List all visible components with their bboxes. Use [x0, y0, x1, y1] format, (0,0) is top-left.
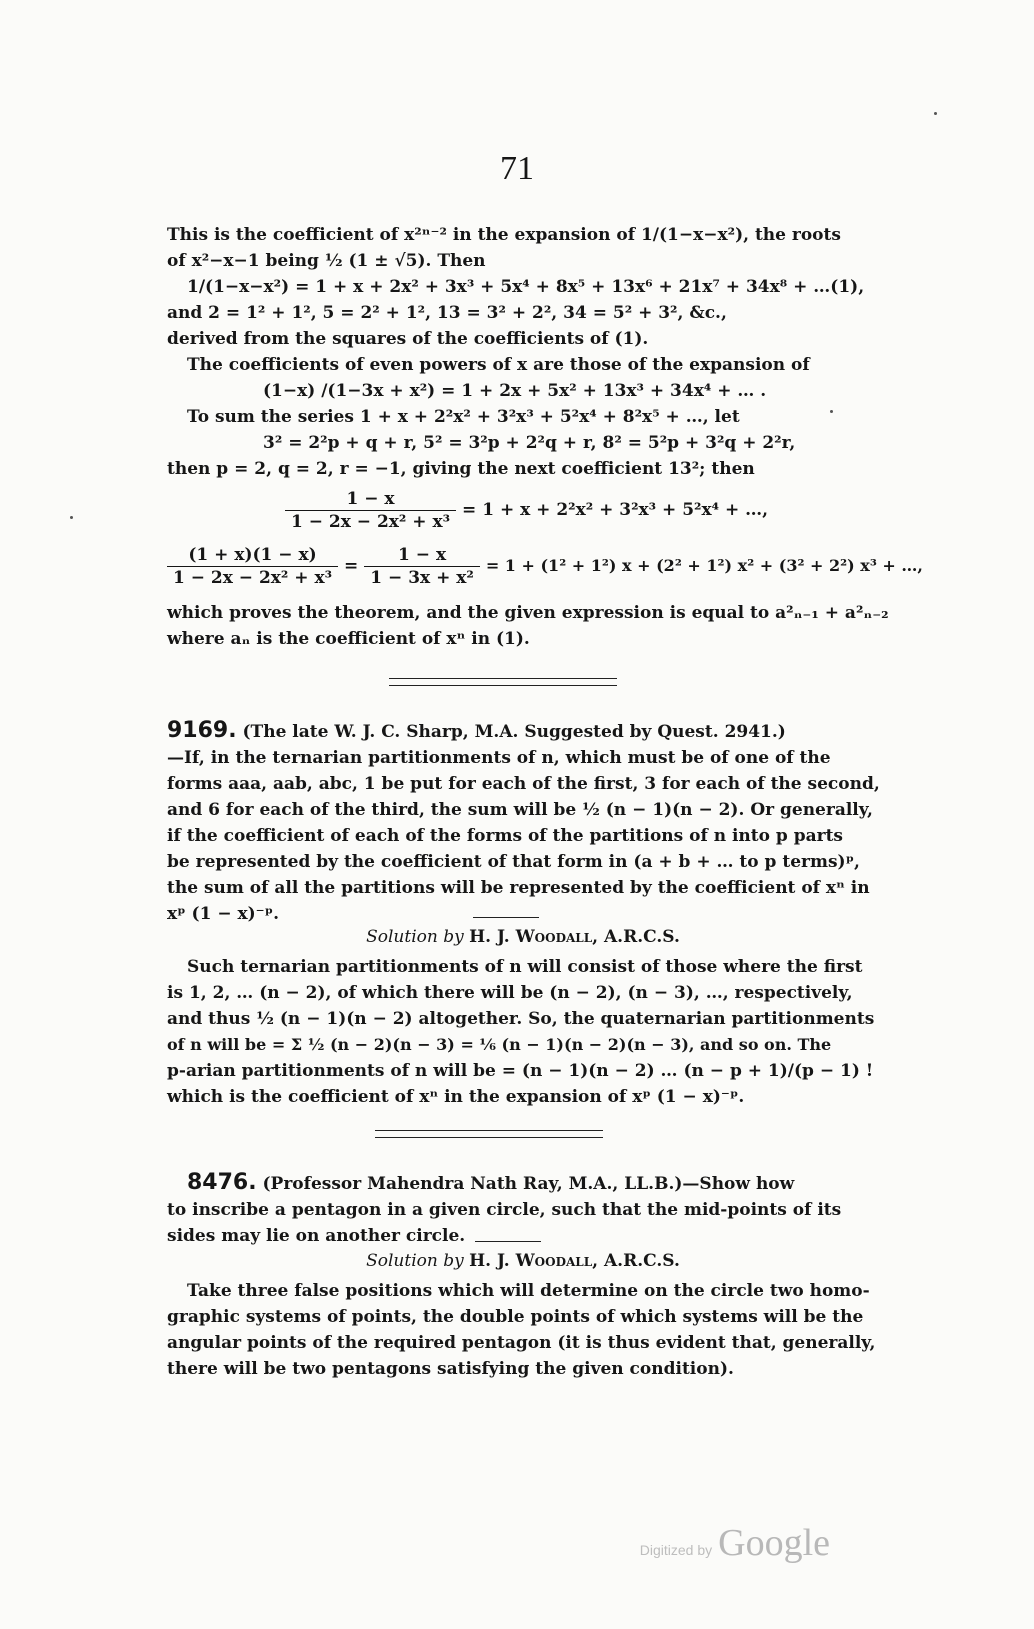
fraction-2b [364, 544, 480, 589]
question-9169-line-6: be represented by the coefficient of that form in (a + b + … to p terms)ᵖ, [167, 852, 860, 872]
solution-8476-line-1: Take three false positions which will determine on the circle two homo- [187, 1281, 870, 1301]
intro-equation-series: 1/(1−x−x²) = 1 + x + 2x² + 3x³ + 5x⁴ + 8x⁵ + 13x⁶ + 21x⁷ + 34x⁸ + …(1), [187, 277, 865, 297]
scan-speck [934, 112, 937, 115]
scan-speck [70, 516, 73, 519]
page-number: 71 [500, 150, 534, 187]
fraction-1 [285, 488, 456, 533]
solution-divider-1 [473, 917, 539, 918]
intro-line-squares: and 2 = 1² + 1², 5 = 2² + 1², 13 = 3² + 2², 34 = 5² + 3², &c., [167, 303, 727, 323]
question-8476-line-3: sides may lie on another circle. [167, 1226, 466, 1246]
solution-divider-2 [475, 1241, 541, 1242]
intro-line-then: then p = 2, q = 2, r = −1, giving the next coefficient 13²; then [167, 459, 755, 479]
question-8476-number: 8476. [187, 1170, 257, 1195]
question-9169-line-1: (The late W. J. C. Sharp, M.A. Suggested by Quest. 2941.) [242, 722, 786, 742]
section-divider-1 [389, 678, 617, 686]
intro-line-derived: derived from the squares of the coefficients of (1). [167, 329, 649, 349]
question-9169-line-7: the sum of all the partitions will be represented by the coefficient of xⁿ in [167, 878, 870, 898]
question-8476-line-1: (Professor Mahendra Nath Ray, M.A., LL.B.)—Show how [262, 1174, 795, 1194]
fraction-equation-1 [167, 482, 879, 538]
intro-equation-even: (1−x) /(1−3x + x²) = 1 + 2x + 5x² + 13x³ + 34x⁴ + … . [263, 381, 767, 401]
solution-9169-author [167, 924, 879, 950]
equals-sign: = [344, 556, 359, 576]
solution-8476-line-2: graphic systems of points, the double points of which systems will be the [167, 1307, 864, 1327]
question-9169-header [167, 718, 879, 745]
question-9169-line-4: and 6 for each of the third, the sum will be ½ (n − 1)(n − 2). Or generally, [167, 800, 873, 820]
watermark-google-logo: Google [718, 1522, 830, 1564]
intro-equation-pqr: 3² = 2²p + q + r, 5² = 3²p + 2²q + r, 8² = 5²p + 3²q + 2²r, [263, 433, 796, 453]
intro-line-1: This is the coefficient of x²ⁿ⁻² in the expansion of 1/(1−x−x²), the roots [167, 225, 841, 245]
fraction-1-rhs: = 1 + x + 2²x² + 3²x³ + 5²x⁴ + …, [462, 500, 769, 520]
fraction-2b-denominator: 1 − 3x + x² [370, 567, 474, 588]
question-9169-line-3: forms aaa, aab, abc, 1 be put for each of the first, 3 for each of the second, [167, 774, 880, 794]
fraction-2a-numerator: (1 + x)(1 − x) [167, 544, 338, 567]
question-9169-line-5: if the coefficient of each of the forms of the partitions of n into p parts [167, 826, 843, 846]
solution-8476-solver: H. J. Woodall, A.R.C.S. [469, 1251, 680, 1271]
question-8476-line-2: to inscribe a pentagon in a given circle, such that the mid-points of its [167, 1200, 842, 1220]
solution-9169-line-4: of n will be = Σ ½ (n − 2)(n − 3) = ⅙ (n − 1)(n − 2)(n − 3), and so on. The [167, 1035, 832, 1054]
question-9169-number: 9169. [167, 718, 237, 743]
fraction-2a-denominator: 1 − 2x − 2x² + x³ [173, 567, 333, 588]
question-9169-line-2: —If, in the ternarian partitionments of n, which must be of one of the [167, 748, 831, 768]
intro-line-2: of x²−x−1 being ½ (1 ± √5). Then [167, 251, 486, 271]
solution-9169-line-1: Such ternarian partitionments of n will consist of those where the first [187, 957, 863, 977]
solution-8476-prefix: Solution by [366, 1251, 464, 1271]
watermark-digitized-by: Digitized by [639, 1542, 713, 1558]
intro-line-proves: which proves the theorem, and the given expression is equal to a²ₙ₋₁ + a²ₙ₋₂ [167, 603, 889, 623]
fraction-equation-2 [167, 538, 923, 594]
question-9169-line-8: xᵖ (1 − x)⁻ᵖ. [167, 904, 280, 924]
solution-8476-line-3: angular points of the required pentagon (it is thus evident that, generally, [167, 1333, 876, 1353]
page-body [167, 222, 923, 1382]
solution-9169-solver: H. J. Woodall, A.R.C.S. [469, 927, 680, 947]
fraction-1-numerator: 1 − x [285, 488, 456, 511]
scan-speck [830, 410, 833, 413]
solution-8476-line-4: there will be two pentagons satisfying the given condition). [167, 1359, 734, 1379]
question-8476-header [167, 1170, 879, 1197]
solution-8476-author [167, 1248, 879, 1274]
google-watermark [640, 1521, 830, 1565]
solution-9169-line-3: and thus ½ (n − 1)(n − 2) altogether. So, the quaternarian partitionments [167, 1009, 875, 1029]
section-divider-2 [375, 1130, 603, 1138]
solution-9169-prefix: Solution by [366, 927, 464, 947]
fraction-2-rhs: = 1 + (1² + 1²) x + (2² + 1²) x² + (3² + 2²) x³ + …, [485, 556, 923, 575]
solution-9169-line-6: which is the coefficient of xⁿ in the expansion of xᵖ (1 − x)⁻ᵖ. [167, 1087, 745, 1107]
solution-9169-line-2: is 1, 2, … (n − 2), of which there will be (n − 2), (n − 3), …, respectively, [167, 983, 853, 1003]
solution-9169-line-5: p-arian partitionments of n will be = (n − 1)(n − 2) … (n − p + 1)/(p − 1) ! [167, 1061, 874, 1081]
intro-line-even-powers: The coefficients of even powers of x are those of the expansion of [187, 355, 810, 375]
fraction-2a [167, 544, 338, 589]
fraction-2b-numerator: 1 − x [364, 544, 480, 567]
fraction-1-denominator: 1 − 2x − 2x² + x³ [291, 511, 451, 532]
intro-line-sum-series: To sum the series 1 + x + 2²x² + 3²x³ + 5²x⁴ + 8²x⁵ + …, let [187, 407, 740, 427]
intro-line-where: where aₙ is the coefficient of xⁿ in (1). [167, 629, 530, 649]
